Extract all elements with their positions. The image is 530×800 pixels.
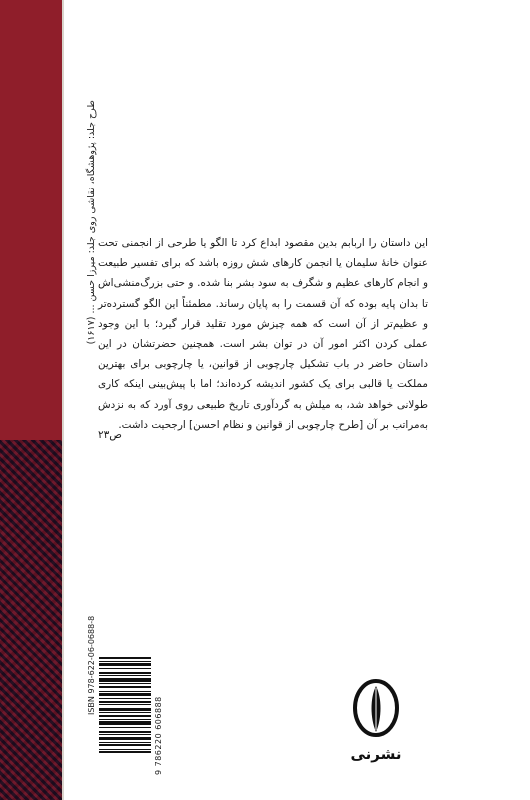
barcode-digits: 9 786220 606888 [154, 696, 163, 775]
blurb-paragraph: این داستان را اربابم بدین مقصود ابداع کرد تا الگو یا طرحی از انجمنی تحت عنوان خانهٔ سلیمان یا انجمن کارهای شش روزه باشد که برای تفسیر طبیعت و انجام کارهای عظیم و شگرف به سود بشر بنا شده. و حتی بزرگ‌منشی‌اش تا بدان پایه بوده که آن قسمت را به پایان رساند. مطمئناً این الگو گسترده‌تر و عظیم‌تر از آن است که همه چیزش مورد تقلید قرار گیرد؛ با این وجود عملی کردن اکثر امور آن در توان بشر است. همچنین حضرتشان در این داستان حاضر در باب تشکیل چارچوبی از قوانین، یا چارچوبی برای بهترین مملکت یا قالبی برای یک کشور اندیشه کرده‌اند؛ اما با پیش‌بینی اینکه کاری طولانی خواهد شد، به میلش به گردآوری تاریخ طبیعی روی آورد که به نزدش به‌مراتب بر آن [طرح چارچوبی از قوانین و نظام احسن] ارجحیت داشت. [98, 237, 428, 431]
barcode [99, 657, 151, 775]
isbn-label: ISBN 978-622-06-0688-8 [87, 615, 96, 715]
spine-fabric-pattern [0, 440, 62, 800]
page-reference: ص۲۳ [98, 429, 122, 441]
isbn-barcode-block [87, 615, 171, 775]
cover-credit-text: طرح جلد: پژوهشگاه، نقاشی روی جلد: میرزا حسن ... (۱۶۱۷) [86, 100, 97, 345]
spine-edge [62, 0, 64, 800]
publisher-name: نشرنی [350, 745, 402, 763]
cover-spine [0, 0, 62, 800]
